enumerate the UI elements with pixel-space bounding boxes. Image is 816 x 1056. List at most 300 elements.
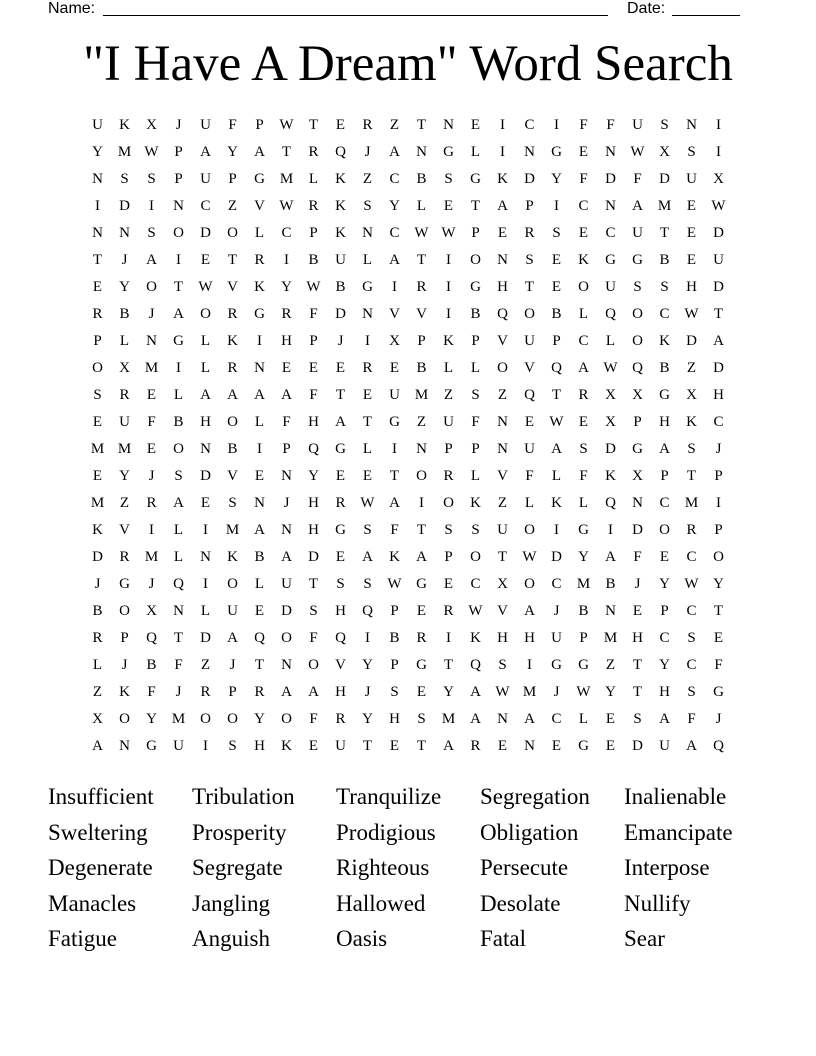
grid-letter[interactable]: S	[444, 171, 453, 187]
grid-letter[interactable]: O	[227, 414, 238, 430]
grid-letter[interactable]: E	[497, 225, 508, 241]
grid-letter[interactable]: T	[659, 225, 670, 241]
grid-letter[interactable]: C	[659, 495, 670, 511]
grid-letter[interactable]: L	[200, 603, 211, 619]
grid-letter[interactable]: B	[416, 360, 427, 376]
grid-letter[interactable]: O	[281, 711, 292, 727]
grid-letter[interactable]: T	[632, 657, 643, 673]
grid-letter[interactable]: N	[524, 738, 535, 754]
grid-letter[interactable]: H	[497, 630, 508, 646]
grid-letter[interactable]: A	[470, 711, 481, 727]
grid-letter[interactable]: K	[227, 333, 238, 349]
grid-letter[interactable]: S	[471, 387, 480, 403]
grid-letter[interactable]: X	[686, 387, 697, 403]
grid-letter[interactable]: R	[362, 360, 373, 376]
grid-letter[interactable]: F	[309, 306, 318, 322]
grid-letter[interactable]: M	[279, 171, 294, 187]
grid-letter[interactable]: N	[146, 333, 157, 349]
grid-letter[interactable]: X	[659, 144, 670, 160]
grid-letter[interactable]: E	[713, 630, 724, 646]
grid-letter[interactable]: H	[659, 684, 670, 700]
grid-letter[interactable]: I	[257, 441, 262, 457]
grid-letter[interactable]: M	[144, 360, 159, 376]
grid-letter[interactable]: S	[174, 468, 183, 484]
grid-letter[interactable]: W	[684, 576, 699, 592]
grid-letter[interactable]: L	[470, 144, 481, 160]
grid-letter[interactable]: S	[687, 144, 696, 160]
grid-letter[interactable]: K	[686, 414, 697, 430]
grid-letter[interactable]: G	[254, 306, 265, 322]
grid-letter[interactable]: E	[578, 414, 589, 430]
grid-letter[interactable]: A	[227, 387, 238, 403]
grid-letter[interactable]: A	[524, 711, 535, 727]
grid-letter[interactable]: Q	[335, 630, 346, 646]
grid-letter[interactable]: S	[687, 630, 696, 646]
grid-letter[interactable]: P	[282, 441, 291, 457]
grid-letter[interactable]: A	[578, 360, 589, 376]
grid-letter[interactable]: K	[119, 117, 130, 133]
grid-letter[interactable]: W	[522, 549, 537, 565]
grid-letter[interactable]: K	[470, 630, 481, 646]
grid-letter[interactable]: W	[144, 144, 159, 160]
grid-letter[interactable]: O	[227, 711, 238, 727]
grid-letter[interactable]: T	[686, 468, 697, 484]
grid-letter[interactable]: E	[362, 468, 373, 484]
grid-letter[interactable]: B	[173, 414, 184, 430]
grid-letter[interactable]: L	[173, 522, 184, 538]
grid-letter[interactable]: F	[174, 657, 183, 673]
grid-letter[interactable]: B	[605, 576, 616, 592]
grid-letter[interactable]: O	[497, 360, 508, 376]
grid-letter[interactable]: V	[497, 333, 508, 349]
grid-letter[interactable]: B	[227, 441, 238, 457]
grid-letter[interactable]: E	[335, 468, 346, 484]
grid-letter[interactable]: E	[281, 360, 292, 376]
grid-letter[interactable]: J	[634, 576, 641, 592]
grid-letter[interactable]: P	[120, 630, 129, 646]
grid-letter[interactable]: X	[632, 387, 643, 403]
grid-letter[interactable]: M	[684, 495, 699, 511]
grid-letter[interactable]: N	[281, 657, 292, 673]
grid-letter[interactable]: A	[443, 738, 454, 754]
grid-letter[interactable]: M	[657, 198, 672, 214]
grid-letter[interactable]: O	[713, 549, 724, 565]
grid-letter[interactable]: N	[119, 225, 130, 241]
grid-letter[interactable]: L	[551, 468, 562, 484]
grid-letter[interactable]: N	[497, 711, 508, 727]
grid-letter[interactable]: S	[228, 495, 237, 511]
grid-letter[interactable]: G	[578, 738, 589, 754]
grid-letter[interactable]: H	[308, 522, 319, 538]
grid-letter[interactable]: E	[686, 225, 697, 241]
grid-letter[interactable]: Y	[254, 711, 265, 727]
grid-letter[interactable]: U	[200, 117, 211, 133]
grid-letter[interactable]: B	[389, 630, 400, 646]
grid-letter[interactable]: A	[632, 198, 643, 214]
grid-letter[interactable]: T	[362, 414, 373, 430]
grid-letter[interactable]: V	[335, 657, 346, 673]
grid-letter[interactable]: T	[254, 657, 265, 673]
grid-letter[interactable]: G	[389, 414, 400, 430]
grid-letter[interactable]: M	[603, 630, 618, 646]
grid-letter[interactable]: L	[578, 306, 589, 322]
grid-letter[interactable]: Y	[551, 171, 562, 187]
grid-letter[interactable]: I	[149, 522, 154, 538]
grid-letter[interactable]: D	[308, 549, 319, 565]
grid-letter[interactable]: I	[284, 252, 289, 268]
grid-letter[interactable]: L	[92, 657, 103, 673]
grid-letter[interactable]: I	[554, 117, 559, 133]
grid-letter[interactable]: E	[605, 738, 616, 754]
grid-letter[interactable]: M	[171, 711, 186, 727]
grid-letter[interactable]: O	[524, 306, 535, 322]
grid-letter[interactable]: I	[500, 144, 505, 160]
grid-letter[interactable]: P	[417, 333, 426, 349]
grid-letter[interactable]: I	[203, 738, 208, 754]
grid-letter[interactable]: X	[497, 576, 508, 592]
grid-letter[interactable]: L	[605, 333, 616, 349]
grid-letter[interactable]: T	[497, 549, 508, 565]
grid-letter[interactable]: R	[200, 684, 211, 700]
grid-letter[interactable]: L	[254, 225, 265, 241]
grid-letter[interactable]: J	[148, 468, 155, 484]
grid-letter[interactable]: A	[686, 738, 697, 754]
grid-letter[interactable]: S	[120, 171, 129, 187]
grid-letter[interactable]: A	[497, 198, 508, 214]
grid-letter[interactable]: A	[200, 387, 211, 403]
grid-letter[interactable]: I	[176, 360, 181, 376]
grid-letter[interactable]: O	[578, 279, 589, 295]
grid-letter[interactable]: O	[173, 441, 184, 457]
grid-letter[interactable]: Y	[119, 468, 130, 484]
grid-letter[interactable]: R	[281, 306, 292, 322]
grid-letter[interactable]: H	[200, 414, 211, 430]
grid-letter[interactable]: T	[443, 657, 454, 673]
grid-letter[interactable]: R	[335, 495, 346, 511]
grid-letter[interactable]: I	[392, 279, 397, 295]
grid-letter[interactable]: M	[576, 576, 591, 592]
grid-letter[interactable]: V	[497, 603, 508, 619]
grid-letter[interactable]: G	[254, 171, 265, 187]
grid-letter[interactable]: U	[119, 414, 130, 430]
grid-letter[interactable]: H	[632, 630, 643, 646]
grid-letter[interactable]: Q	[551, 360, 562, 376]
grid-letter[interactable]: A	[416, 549, 427, 565]
grid-letter[interactable]: I	[500, 117, 505, 133]
grid-letter[interactable]: U	[281, 576, 292, 592]
grid-letter[interactable]: I	[446, 252, 451, 268]
grid-letter[interactable]: A	[524, 603, 535, 619]
grid-letter[interactable]: S	[147, 225, 156, 241]
grid-letter[interactable]: Y	[578, 549, 589, 565]
grid-letter[interactable]: U	[92, 117, 103, 133]
grid-letter[interactable]: E	[551, 252, 562, 268]
grid-letter[interactable]: S	[309, 603, 318, 619]
grid-letter[interactable]: D	[659, 171, 670, 187]
grid-letter[interactable]: J	[148, 306, 155, 322]
grid-letter[interactable]: E	[632, 603, 643, 619]
grid-letter[interactable]: P	[174, 171, 183, 187]
grid-letter[interactable]: Y	[443, 684, 454, 700]
grid-letter[interactable]: O	[524, 522, 535, 538]
grid-letter[interactable]: Z	[92, 684, 103, 700]
grid-letter[interactable]: N	[605, 144, 616, 160]
grid-letter[interactable]: Q	[524, 387, 535, 403]
grid-letter[interactable]: I	[203, 522, 208, 538]
grid-letter[interactable]: P	[471, 333, 480, 349]
grid-letter[interactable]: A	[551, 441, 562, 457]
grid-letter[interactable]: Y	[92, 144, 103, 160]
grid-letter[interactable]: E	[443, 576, 454, 592]
grid-letter[interactable]: R	[92, 306, 103, 322]
grid-letter[interactable]: J	[337, 333, 344, 349]
grid-letter[interactable]: F	[282, 414, 291, 430]
grid-letter[interactable]: I	[716, 117, 721, 133]
grid-letter[interactable]: R	[308, 144, 319, 160]
grid-letter[interactable]: G	[173, 333, 184, 349]
grid-letter[interactable]: E	[551, 279, 562, 295]
grid-letter[interactable]: N	[524, 144, 535, 160]
grid-letter[interactable]: I	[203, 576, 208, 592]
grid-letter[interactable]: Q	[713, 738, 724, 754]
grid-letter[interactable]: R	[578, 387, 589, 403]
grid-letter[interactable]: Q	[497, 306, 508, 322]
grid-letter[interactable]: Q	[362, 603, 373, 619]
grid-letter[interactable]: O	[281, 630, 292, 646]
grid-letter[interactable]: O	[470, 252, 481, 268]
grid-letter[interactable]: V	[254, 198, 265, 214]
grid-letter[interactable]: U	[551, 630, 562, 646]
grid-letter[interactable]: R	[443, 603, 454, 619]
grid-letter[interactable]: U	[632, 225, 643, 241]
grid-letter[interactable]: A	[227, 630, 238, 646]
grid-letter[interactable]: Z	[389, 117, 400, 133]
grid-letter[interactable]: D	[281, 603, 292, 619]
grid-letter[interactable]: E	[578, 225, 589, 241]
grid-letter[interactable]: J	[121, 657, 128, 673]
grid-letter[interactable]: A	[281, 684, 292, 700]
grid-letter[interactable]: D	[605, 441, 616, 457]
grid-letter[interactable]: T	[416, 738, 427, 754]
grid-letter[interactable]: M	[117, 441, 132, 457]
grid-letter[interactable]: A	[605, 549, 616, 565]
grid-letter[interactable]: S	[498, 657, 507, 673]
grid-letter[interactable]: D	[605, 171, 616, 187]
grid-letter[interactable]: F	[147, 684, 156, 700]
grid-letter[interactable]: H	[524, 630, 535, 646]
grid-letter[interactable]: W	[198, 279, 213, 295]
grid-letter[interactable]: S	[363, 522, 372, 538]
grid-letter[interactable]: E	[389, 738, 400, 754]
grid-letter[interactable]: Y	[362, 711, 373, 727]
grid-letter[interactable]: P	[714, 522, 723, 538]
grid-letter[interactable]: Y	[227, 144, 238, 160]
grid-letter[interactable]: L	[254, 414, 265, 430]
grid-letter[interactable]: P	[390, 657, 399, 673]
grid-letter[interactable]: V	[524, 360, 535, 376]
grid-letter[interactable]: P	[660, 468, 669, 484]
grid-letter[interactable]: G	[578, 657, 589, 673]
grid-letter[interactable]: K	[254, 279, 265, 295]
grid-letter[interactable]: T	[416, 117, 427, 133]
grid-letter[interactable]: X	[146, 117, 157, 133]
grid-letter[interactable]: O	[524, 576, 535, 592]
grid-letter[interactable]: N	[497, 252, 508, 268]
grid-letter[interactable]: K	[659, 333, 670, 349]
grid-letter[interactable]: Z	[362, 171, 373, 187]
grid-letter[interactable]: V	[416, 306, 427, 322]
grid-letter[interactable]: K	[119, 684, 130, 700]
grid-letter[interactable]: N	[254, 360, 265, 376]
grid-letter[interactable]: U	[443, 414, 454, 430]
grid-letter[interactable]: C	[281, 225, 292, 241]
grid-letter[interactable]: T	[632, 684, 643, 700]
grid-letter[interactable]: U	[335, 738, 346, 754]
grid-letter[interactable]: N	[497, 414, 508, 430]
grid-letter[interactable]: A	[173, 495, 184, 511]
grid-letter[interactable]: L	[578, 495, 589, 511]
grid-letter[interactable]: W	[549, 414, 564, 430]
grid-letter[interactable]: A	[146, 252, 157, 268]
grid-letter[interactable]: A	[713, 333, 724, 349]
grid-letter[interactable]: W	[603, 360, 618, 376]
grid-letter[interactable]: F	[579, 171, 588, 187]
grid-letter[interactable]: J	[148, 576, 155, 592]
grid-letter[interactable]: E	[146, 441, 157, 457]
grid-letter[interactable]: Z	[686, 360, 697, 376]
grid-letter[interactable]: S	[687, 441, 696, 457]
grid-letter[interactable]: I	[716, 144, 721, 160]
grid-letter[interactable]: M	[90, 495, 105, 511]
grid-letter[interactable]: W	[279, 117, 294, 133]
grid-letter[interactable]: J	[94, 576, 101, 592]
grid-letter[interactable]: D	[713, 225, 724, 241]
grid-letter[interactable]: C	[713, 414, 724, 430]
grid-letter[interactable]: O	[227, 225, 238, 241]
grid-letter[interactable]: X	[605, 387, 616, 403]
grid-letter[interactable]: K	[389, 549, 400, 565]
grid-letter[interactable]: Y	[713, 576, 724, 592]
grid-letter[interactable]: H	[254, 738, 265, 754]
grid-letter[interactable]: A	[254, 522, 265, 538]
grid-letter[interactable]: T	[416, 252, 427, 268]
grid-letter[interactable]: N	[362, 306, 373, 322]
grid-letter[interactable]: J	[283, 495, 290, 511]
grid-letter[interactable]: V	[227, 468, 238, 484]
grid-letter[interactable]: F	[714, 657, 723, 673]
grid-letter[interactable]: F	[606, 117, 615, 133]
grid-letter[interactable]: E	[686, 198, 697, 214]
grid-letter[interactable]: O	[200, 306, 211, 322]
grid-letter[interactable]: F	[228, 117, 237, 133]
grid-letter[interactable]: S	[444, 522, 453, 538]
grid-letter[interactable]: R	[254, 684, 265, 700]
grid-letter[interactable]: X	[632, 468, 643, 484]
grid-letter[interactable]: P	[660, 603, 669, 619]
grid-letter[interactable]: L	[173, 549, 184, 565]
grid-letter[interactable]: E	[605, 711, 616, 727]
grid-letter[interactable]: E	[497, 738, 508, 754]
grid-letter[interactable]: E	[659, 549, 670, 565]
grid-letter[interactable]: J	[364, 144, 371, 160]
grid-letter[interactable]: X	[605, 414, 616, 430]
grid-letter[interactable]: E	[686, 252, 697, 268]
grid-letter[interactable]: B	[578, 603, 589, 619]
grid-letter[interactable]: E	[200, 495, 211, 511]
grid-letter[interactable]: U	[173, 738, 184, 754]
grid-letter[interactable]: C	[686, 657, 697, 673]
grid-letter[interactable]: B	[659, 360, 670, 376]
grid-letter[interactable]: W	[279, 198, 294, 214]
grid-letter[interactable]: T	[92, 252, 103, 268]
grid-letter[interactable]: D	[632, 738, 643, 754]
grid-letter[interactable]: A	[308, 684, 319, 700]
grid-letter[interactable]: S	[363, 198, 372, 214]
grid-letter[interactable]: K	[227, 549, 238, 565]
grid-letter[interactable]: E	[200, 252, 211, 268]
grid-letter[interactable]: P	[228, 171, 237, 187]
grid-letter[interactable]: C	[551, 576, 562, 592]
grid-letter[interactable]: R	[146, 495, 157, 511]
grid-letter[interactable]: Y	[389, 198, 400, 214]
grid-letter[interactable]: K	[578, 252, 589, 268]
grid-letter[interactable]: T	[470, 198, 481, 214]
grid-letter[interactable]: S	[660, 279, 669, 295]
grid-letter[interactable]: B	[146, 657, 157, 673]
grid-letter[interactable]: A	[470, 684, 481, 700]
grid-letter[interactable]: L	[173, 387, 184, 403]
grid-letter[interactable]: N	[200, 549, 211, 565]
grid-letter[interactable]: E	[308, 738, 319, 754]
grid-letter[interactable]: T	[308, 117, 319, 133]
grid-letter[interactable]: X	[92, 711, 103, 727]
grid-letter[interactable]: S	[687, 684, 696, 700]
grid-letter[interactable]: Q	[308, 441, 319, 457]
grid-letter[interactable]: O	[659, 522, 670, 538]
grid-letter[interactable]: R	[92, 630, 103, 646]
grid-letter[interactable]: U	[605, 279, 616, 295]
grid-letter[interactable]: S	[525, 252, 534, 268]
grid-letter[interactable]: I	[554, 198, 559, 214]
grid-letter[interactable]: C	[551, 711, 562, 727]
grid-letter[interactable]: Y	[281, 279, 292, 295]
grid-letter[interactable]: I	[365, 333, 370, 349]
grid-letter[interactable]: I	[716, 495, 721, 511]
grid-letter[interactable]: P	[714, 468, 723, 484]
grid-letter[interactable]: A	[254, 387, 265, 403]
grid-letter[interactable]: D	[119, 198, 130, 214]
grid-letter[interactable]: E	[416, 684, 427, 700]
grid-letter[interactable]: U	[686, 171, 697, 187]
grid-letter[interactable]: E	[335, 117, 346, 133]
grid-letter[interactable]: N	[92, 171, 103, 187]
grid-letter[interactable]: C	[605, 225, 616, 241]
grid-letter[interactable]: F	[309, 387, 318, 403]
grid-letter[interactable]: E	[578, 144, 589, 160]
grid-letter[interactable]: G	[713, 684, 724, 700]
grid-letter[interactable]: M	[225, 522, 240, 538]
grid-letter[interactable]: O	[632, 333, 643, 349]
grid-letter[interactable]: C	[389, 225, 400, 241]
grid-letter[interactable]: D	[335, 306, 346, 322]
grid-letter[interactable]: B	[119, 306, 130, 322]
grid-letter[interactable]: J	[553, 603, 560, 619]
grid-letter[interactable]: N	[254, 495, 265, 511]
grid-letter[interactable]: C	[578, 198, 589, 214]
grid-letter[interactable]: D	[713, 360, 724, 376]
grid-letter[interactable]: U	[335, 252, 346, 268]
grid-letter[interactable]: K	[335, 198, 346, 214]
